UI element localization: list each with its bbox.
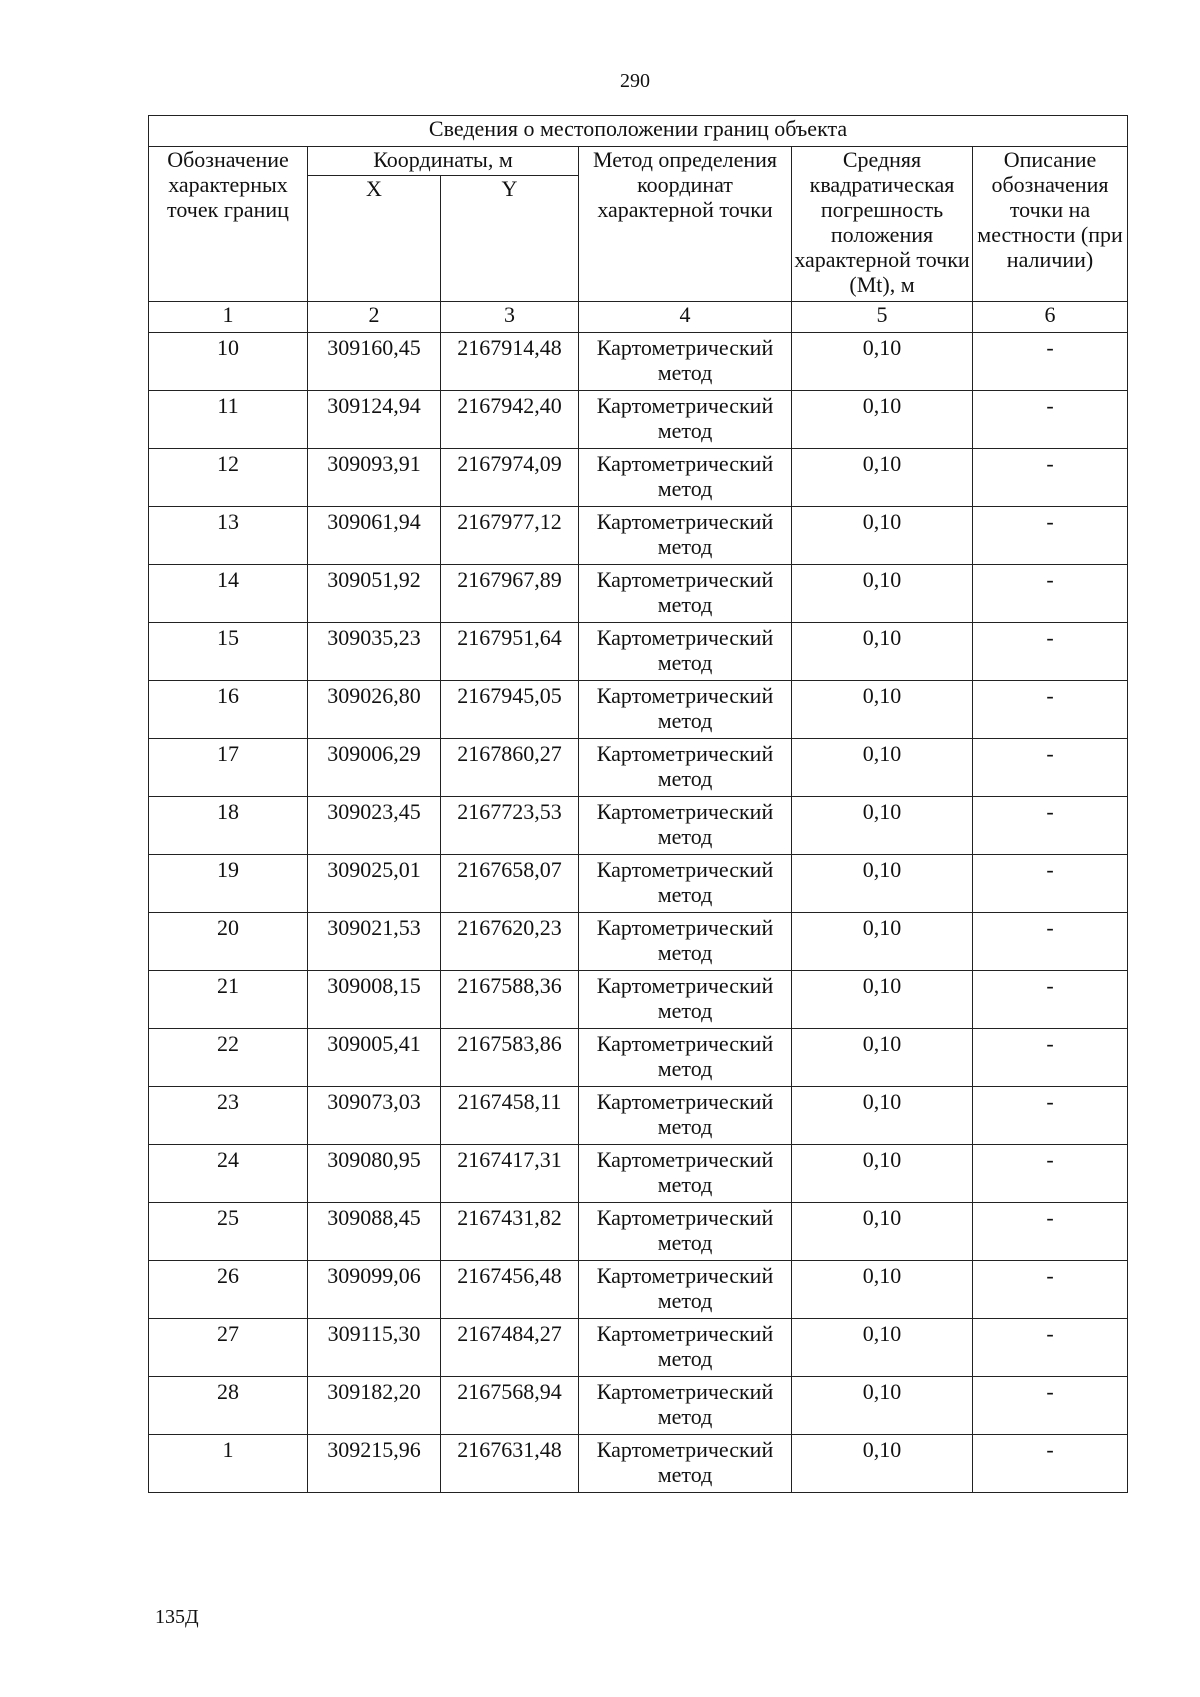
table-row (149, 507, 1128, 565)
table-row (149, 913, 1128, 971)
cell-error: 0,10 (792, 1029, 973, 1087)
cell-x: 309021,53 (308, 913, 441, 971)
cell-point: 10 (149, 333, 308, 391)
cell-x: 309026,80 (308, 681, 441, 739)
cell-point: 1 (149, 1435, 308, 1493)
cell-method: Картометрический метод (579, 1203, 792, 1261)
cell-description: - (973, 507, 1128, 565)
cell-point: 24 (149, 1145, 308, 1203)
cell-point: 26 (149, 1261, 308, 1319)
cell-method: Картометрический метод (579, 1087, 792, 1145)
cell-x: 309088,45 (308, 1203, 441, 1261)
cell-point: 17 (149, 739, 308, 797)
cell-description: - (973, 1319, 1128, 1377)
cell-description: - (973, 681, 1128, 739)
cell-error: 0,10 (792, 1319, 973, 1377)
footer-code: 135Д (155, 1606, 199, 1628)
cell-point: 13 (149, 507, 308, 565)
cell-point: 21 (149, 971, 308, 1029)
cell-description: - (973, 449, 1128, 507)
cell-y: 2167631,48 (441, 1435, 579, 1493)
cell-method: Картометрический метод (579, 565, 792, 623)
cell-error: 0,10 (792, 913, 973, 971)
cell-y: 2167458,11 (441, 1087, 579, 1145)
cell-point: 25 (149, 1203, 308, 1261)
cell-method: Картометрический метод (579, 913, 792, 971)
cell-y: 2167583,86 (441, 1029, 579, 1087)
cell-point: 11 (149, 391, 308, 449)
cell-method: Картометрический метод (579, 449, 792, 507)
cell-description: - (973, 391, 1128, 449)
cell-point: 15 (149, 623, 308, 681)
cell-point: 27 (149, 1319, 308, 1377)
table-row (149, 1377, 1128, 1435)
column-number: 3 (441, 302, 579, 333)
table-row (149, 1029, 1128, 1087)
cell-x: 309023,45 (308, 797, 441, 855)
cell-method: Картометрический метод (579, 739, 792, 797)
cell-error: 0,10 (792, 681, 973, 739)
table-row (149, 565, 1128, 623)
cell-error: 0,10 (792, 449, 973, 507)
cell-method: Картометрический метод (579, 507, 792, 565)
cell-x: 309061,94 (308, 507, 441, 565)
cell-description: - (973, 1261, 1128, 1319)
cell-description: - (973, 913, 1128, 971)
cell-method: Картометрический метод (579, 855, 792, 913)
cell-error: 0,10 (792, 1261, 973, 1319)
column-number: 1 (149, 302, 308, 333)
cell-y: 2167456,48 (441, 1261, 579, 1319)
cell-error: 0,10 (792, 1203, 973, 1261)
cell-y: 2167860,27 (441, 739, 579, 797)
cell-description: - (973, 1145, 1128, 1203)
cell-error: 0,10 (792, 1435, 973, 1493)
column-number: 6 (973, 302, 1128, 333)
cell-x: 309215,96 (308, 1435, 441, 1493)
boundary-coordinates-table (148, 115, 1128, 1493)
cell-y: 2167431,82 (441, 1203, 579, 1261)
cell-x: 309160,45 (308, 333, 441, 391)
cell-y: 2167484,27 (441, 1319, 579, 1377)
table-row (149, 681, 1128, 739)
cell-point: 28 (149, 1377, 308, 1435)
cell-error: 0,10 (792, 333, 973, 391)
cell-description: - (973, 333, 1128, 391)
column-number: 2 (308, 302, 441, 333)
header-y: Y (441, 176, 579, 302)
table-row (149, 797, 1128, 855)
cell-description: - (973, 1029, 1128, 1087)
cell-y: 2167974,09 (441, 449, 579, 507)
cell-method: Картометрический метод (579, 797, 792, 855)
cell-y: 2167620,23 (441, 913, 579, 971)
table-row (149, 1435, 1128, 1493)
table-row (149, 333, 1128, 391)
cell-error: 0,10 (792, 565, 973, 623)
cell-description: - (973, 1087, 1128, 1145)
table-row (149, 1087, 1128, 1145)
cell-y: 2167568,94 (441, 1377, 579, 1435)
table-row (149, 1261, 1128, 1319)
cell-method: Картометрический метод (579, 1435, 792, 1493)
cell-error: 0,10 (792, 739, 973, 797)
cell-x: 309008,15 (308, 971, 441, 1029)
cell-x: 309035,23 (308, 623, 441, 681)
cell-point: 20 (149, 913, 308, 971)
cell-error: 0,10 (792, 507, 973, 565)
cell-error: 0,10 (792, 1087, 973, 1145)
cell-description: - (973, 565, 1128, 623)
cell-description: - (973, 797, 1128, 855)
column-number: 5 (792, 302, 973, 333)
cell-error: 0,10 (792, 1377, 973, 1435)
cell-x: 309006,29 (308, 739, 441, 797)
cell-method: Картометрический метод (579, 971, 792, 1029)
cell-method: Картометрический метод (579, 623, 792, 681)
cell-error: 0,10 (792, 797, 973, 855)
cell-y: 2167723,53 (441, 797, 579, 855)
header-point-designation: Обозначение характерных точек границ (149, 147, 308, 302)
cell-description: - (973, 623, 1128, 681)
cell-x: 309080,95 (308, 1145, 441, 1203)
header-x: X (308, 176, 441, 302)
header-error: Средняя квадратическая погрешность положения характерной точки (Mt), м (792, 147, 973, 302)
cell-method: Картометрический метод (579, 1029, 792, 1087)
cell-x: 309051,92 (308, 565, 441, 623)
cell-point: 18 (149, 797, 308, 855)
cell-method: Картометрический метод (579, 333, 792, 391)
cell-y: 2167942,40 (441, 391, 579, 449)
cell-point: 14 (149, 565, 308, 623)
cell-description: - (973, 1203, 1128, 1261)
cell-x: 309005,41 (308, 1029, 441, 1087)
column-number: 4 (579, 302, 792, 333)
cell-y: 2167945,05 (441, 681, 579, 739)
cell-method: Картометрический метод (579, 681, 792, 739)
header-coordinates: Координаты, м (308, 147, 579, 176)
header-description: Описание обозначения точки на местности (при наличии) (973, 147, 1128, 302)
page-number: 290 (620, 70, 650, 92)
table-row (149, 391, 1128, 449)
cell-description: - (973, 971, 1128, 1029)
table-row (149, 1203, 1128, 1261)
cell-method: Картометрический метод (579, 1261, 792, 1319)
cell-x: 309073,03 (308, 1087, 441, 1145)
cell-method: Картометрический метод (579, 1145, 792, 1203)
table-row (149, 623, 1128, 681)
cell-description: - (973, 855, 1128, 913)
cell-y: 2167914,48 (441, 333, 579, 391)
table-row (149, 1319, 1128, 1377)
cell-error: 0,10 (792, 971, 973, 1029)
cell-point: 22 (149, 1029, 308, 1087)
cell-y: 2167951,64 (441, 623, 579, 681)
header-method: Метод определения координат характерной точки (579, 147, 792, 302)
cell-description: - (973, 1377, 1128, 1435)
cell-x: 309115,30 (308, 1319, 441, 1377)
cell-point: 23 (149, 1087, 308, 1145)
cell-description: - (973, 1435, 1128, 1493)
cell-x: 309099,06 (308, 1261, 441, 1319)
cell-method: Картометрический метод (579, 1319, 792, 1377)
cell-y: 2167967,89 (441, 565, 579, 623)
table-row (149, 449, 1128, 507)
table-body (149, 333, 1128, 1493)
cell-y: 2167588,36 (441, 971, 579, 1029)
cell-method: Картометрический метод (579, 391, 792, 449)
cell-x: 309025,01 (308, 855, 441, 913)
table-row (149, 739, 1128, 797)
cell-error: 0,10 (792, 855, 973, 913)
cell-error: 0,10 (792, 623, 973, 681)
cell-error: 0,10 (792, 391, 973, 449)
cell-y: 2167977,12 (441, 507, 579, 565)
cell-x: 309182,20 (308, 1377, 441, 1435)
cell-y: 2167658,07 (441, 855, 579, 913)
cell-y: 2167417,31 (441, 1145, 579, 1203)
table-row (149, 1145, 1128, 1203)
table-row (149, 971, 1128, 1029)
table-title: Сведения о местоположении границ объекта (149, 116, 1128, 147)
cell-point: 16 (149, 681, 308, 739)
cell-x: 309093,91 (308, 449, 441, 507)
cell-point: 19 (149, 855, 308, 913)
cell-method: Картометрический метод (579, 1377, 792, 1435)
table-row (149, 855, 1128, 913)
cell-point: 12 (149, 449, 308, 507)
cell-error: 0,10 (792, 1145, 973, 1203)
cell-description: - (973, 739, 1128, 797)
cell-x: 309124,94 (308, 391, 441, 449)
